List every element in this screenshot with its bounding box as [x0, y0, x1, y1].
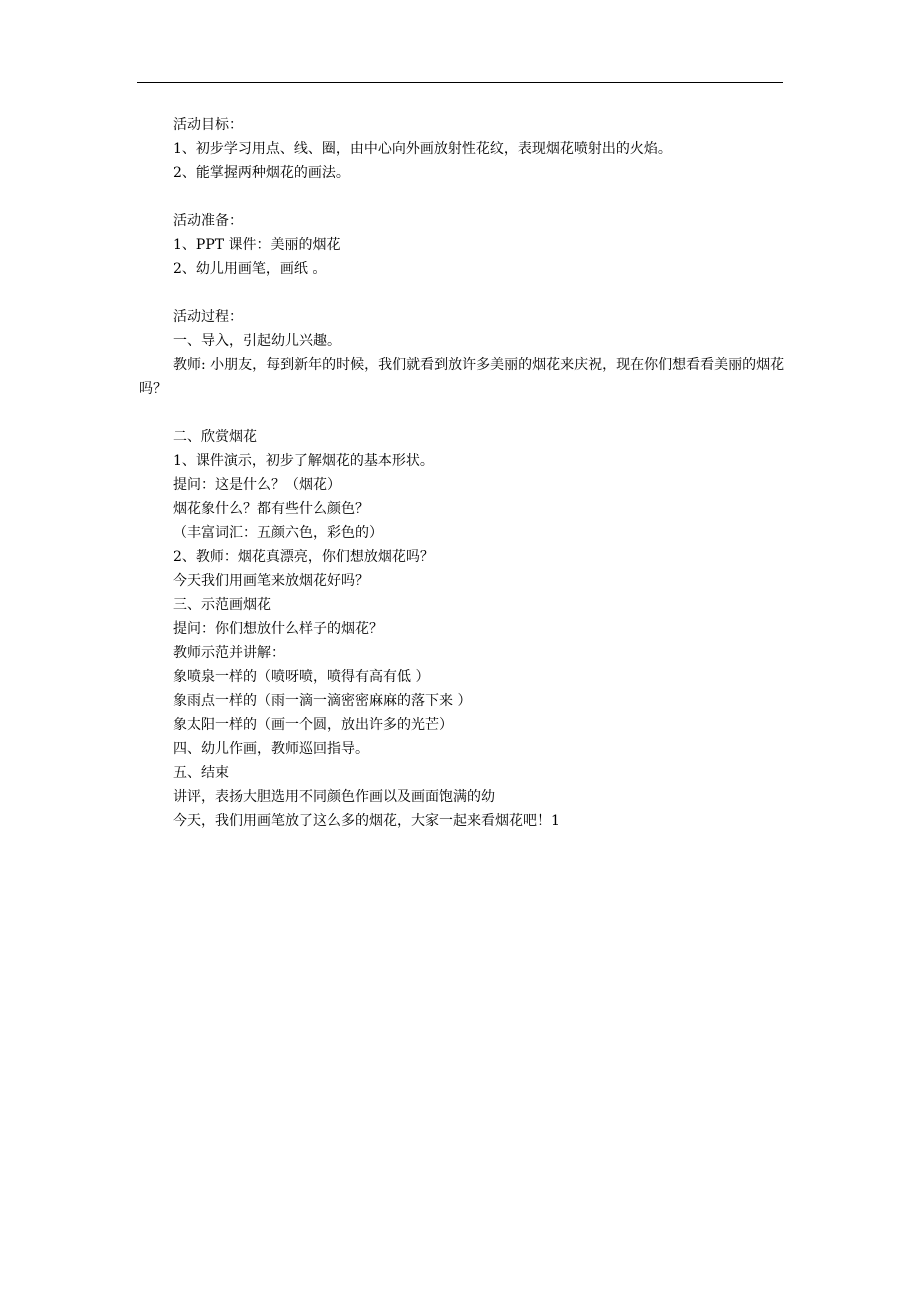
process-step-11: 象喷泉一样的（喷呀喷，喷得有高有低 ） [173, 669, 430, 685]
process-step-16: 讲评，表扬大胆选用不同颜色作画以及画面饱满的幼 [173, 789, 495, 805]
goals-heading: 活动目标： [173, 117, 243, 133]
process-step-3: 提问：这是什么？（烟花） [173, 477, 341, 493]
goal-item-1: 1、初步学习用点、线、圈，由中心向外画放射性花纹，表现烟花喷射出的火焰。 [173, 141, 672, 157]
header-rule [137, 82, 783, 83]
spacer [139, 185, 785, 209]
process-step-13: 象太阳一样的（画一个圆，放出许多的光芒） [173, 717, 453, 733]
spacer [139, 401, 785, 425]
process-heading: 活动过程： [173, 309, 243, 325]
process-step-15: 五、结束 [173, 765, 229, 781]
process-step-17: 今天，我们用画笔放了这么多的烟花，大家一起来看烟花吧！1 [173, 813, 560, 829]
goal-item-2: 2、能掌握两种烟花的画法。 [173, 165, 350, 181]
process-step-12: 象雨点一样的（雨一滴一滴密密麻麻的落下来 ） [173, 693, 472, 709]
document-body [139, 113, 785, 833]
process-step-9: 提问：你们想放什么样子的烟花？ [173, 621, 383, 637]
process-step-5: （丰富词汇：五颜六色，彩色的） [173, 525, 383, 541]
prep-item-1: 1、PPT 课件：美丽的烟花 [173, 237, 341, 253]
process-step-10: 教师示范并讲解： [173, 645, 285, 661]
prep-item-2: 2、幼儿用画笔，画纸 。 [173, 261, 327, 277]
process-step-7: 今天我们用画笔来放烟花好吗？ [173, 573, 369, 589]
process-intro-2: 教师: 小朋友，每到新年的时候，我们就看到放许多美丽的烟花来庆祝，现在你们想看看美丽的烟花吗？ [139, 357, 785, 397]
process-step-1: 二、欣赏烟花 [173, 429, 257, 445]
process-step-8: 三、示范画烟花 [173, 597, 271, 613]
spacer [139, 281, 785, 305]
process-step-14: 四、幼儿作画，教师巡回指导。 [173, 741, 369, 757]
process-step-2: 1、课件演示，初步了解烟花的基本形状。 [173, 453, 434, 469]
process-step-4: 烟花象什么？都有些什么颜色？ [173, 501, 369, 517]
process-intro-1: 一、导入，引起幼儿兴趣。 [173, 333, 341, 349]
prep-heading: 活动准备： [173, 213, 243, 229]
process-step-6: 2、教师：烟花真漂亮，你们想放烟花吗？ [173, 549, 434, 565]
